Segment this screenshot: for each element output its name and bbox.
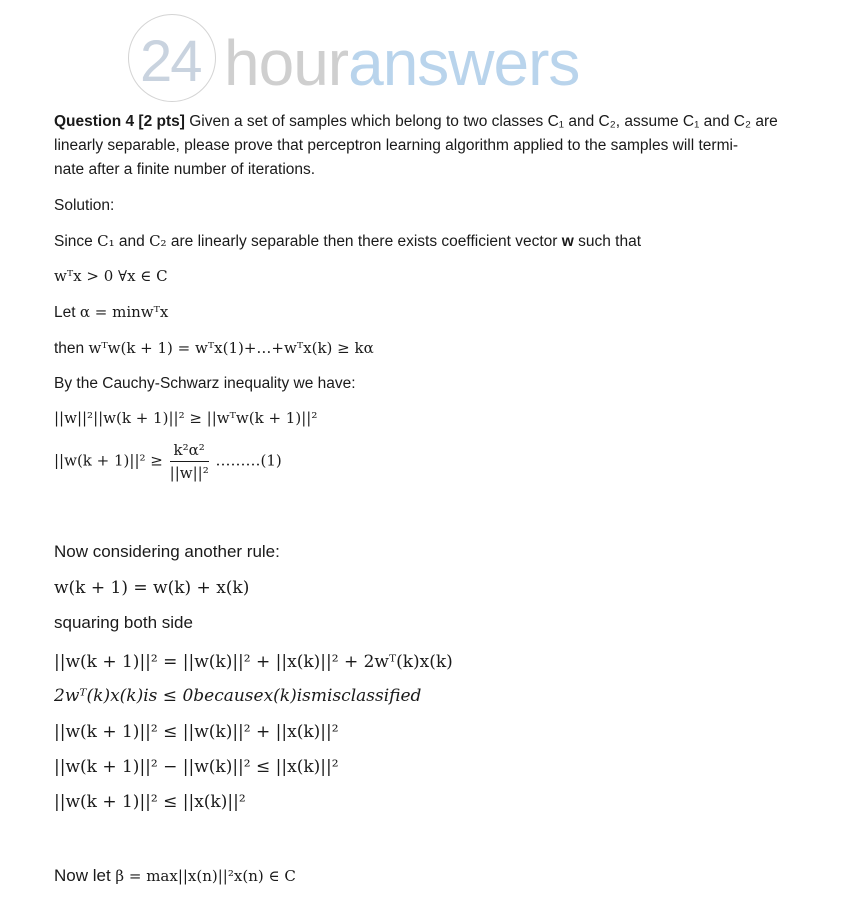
equation-8: 2wᵀ(k)x(k)is ≤ 0becausex(k)ismisclassified xyxy=(54,686,422,706)
question-line-2: linearly separable, please prove that perceptron learning algorithm applied to the samples will termi- xyxy=(54,137,739,154)
eq5-right: ………(1) xyxy=(215,451,282,470)
squaring-text: squaring both side xyxy=(54,613,193,632)
now-considering-text: Now considering another rule: xyxy=(54,542,280,561)
equation-3: wᵀw(k + 1) = wᵀx(1)+…+wᵀx(k) ≥ kα xyxy=(88,339,374,357)
equation-7: ||w(k + 1)||² = ||w(k)||² + ||x(k)||² + 2wᵀ(k)x(k) xyxy=(54,652,453,672)
equation-5 xyxy=(54,440,282,483)
question-line-1 xyxy=(54,110,778,134)
logo-word-hour: hour xyxy=(224,27,349,99)
equation-6: w(k + 1) = w(k) + x(k) xyxy=(54,578,250,598)
equation-1: wᵀx > 0 ∀x ∈ C xyxy=(54,267,168,285)
equation-4: ||w||²||w(k + 1)||² ≥ ||wᵀw(k + 1)||² xyxy=(54,409,318,427)
let-alpha-line xyxy=(54,300,168,325)
now-let-text: Now let xyxy=(54,866,116,885)
solution-text: and xyxy=(114,233,150,250)
then-text: then xyxy=(54,340,89,357)
fraction xyxy=(170,440,209,483)
logo-word-answers: answers xyxy=(348,27,580,99)
let-text: Let xyxy=(54,304,80,321)
logo-wordmark xyxy=(224,26,579,100)
fraction-numerator: k²α² xyxy=(170,440,209,462)
now-let-beta-line xyxy=(54,864,296,888)
question-line-3: nate after a finite number of iterations. xyxy=(54,161,316,178)
equation-2: α = minwᵀx xyxy=(79,303,169,321)
solution-text: Since xyxy=(54,233,98,250)
question-label: Question 4 [2 pts] xyxy=(54,113,185,130)
eq5-left: ||w(k + 1)||² ≥ xyxy=(54,451,163,470)
solution-line-1 xyxy=(54,229,641,254)
equation-10: ||w(k + 1)||² − ||w(k)||² ≤ ||x(k)||² xyxy=(54,757,339,777)
math-c2: C₂ xyxy=(149,232,167,250)
logo-number: 24 xyxy=(140,29,201,94)
cauchy-schwarz-text: By the Cauchy-Schwarz inequality we have: xyxy=(54,375,356,392)
vector-w: w xyxy=(561,233,574,250)
fraction-denominator: ||w||² xyxy=(169,464,209,482)
solution-heading: Solution: xyxy=(54,197,115,214)
equation-11: ||w(k + 1)||² ≤ ||x(k)||² xyxy=(54,792,246,812)
question-text-1: Given a set of samples which belong to two classes C₁ and C₂, assume C₁ and C₂ are xyxy=(184,113,778,130)
equation-9: ||w(k + 1)||² ≤ ||w(k)||² + ||x(k)||² xyxy=(54,722,339,742)
solution-text: such that xyxy=(573,233,642,250)
math-c1: C₁ xyxy=(97,232,115,250)
then-line xyxy=(54,336,374,361)
equation-12: β = max||x(n)||²x(n) ∈ C xyxy=(115,867,296,885)
solution-text: are linearly separable then there exists coefficient vector xyxy=(166,233,562,250)
